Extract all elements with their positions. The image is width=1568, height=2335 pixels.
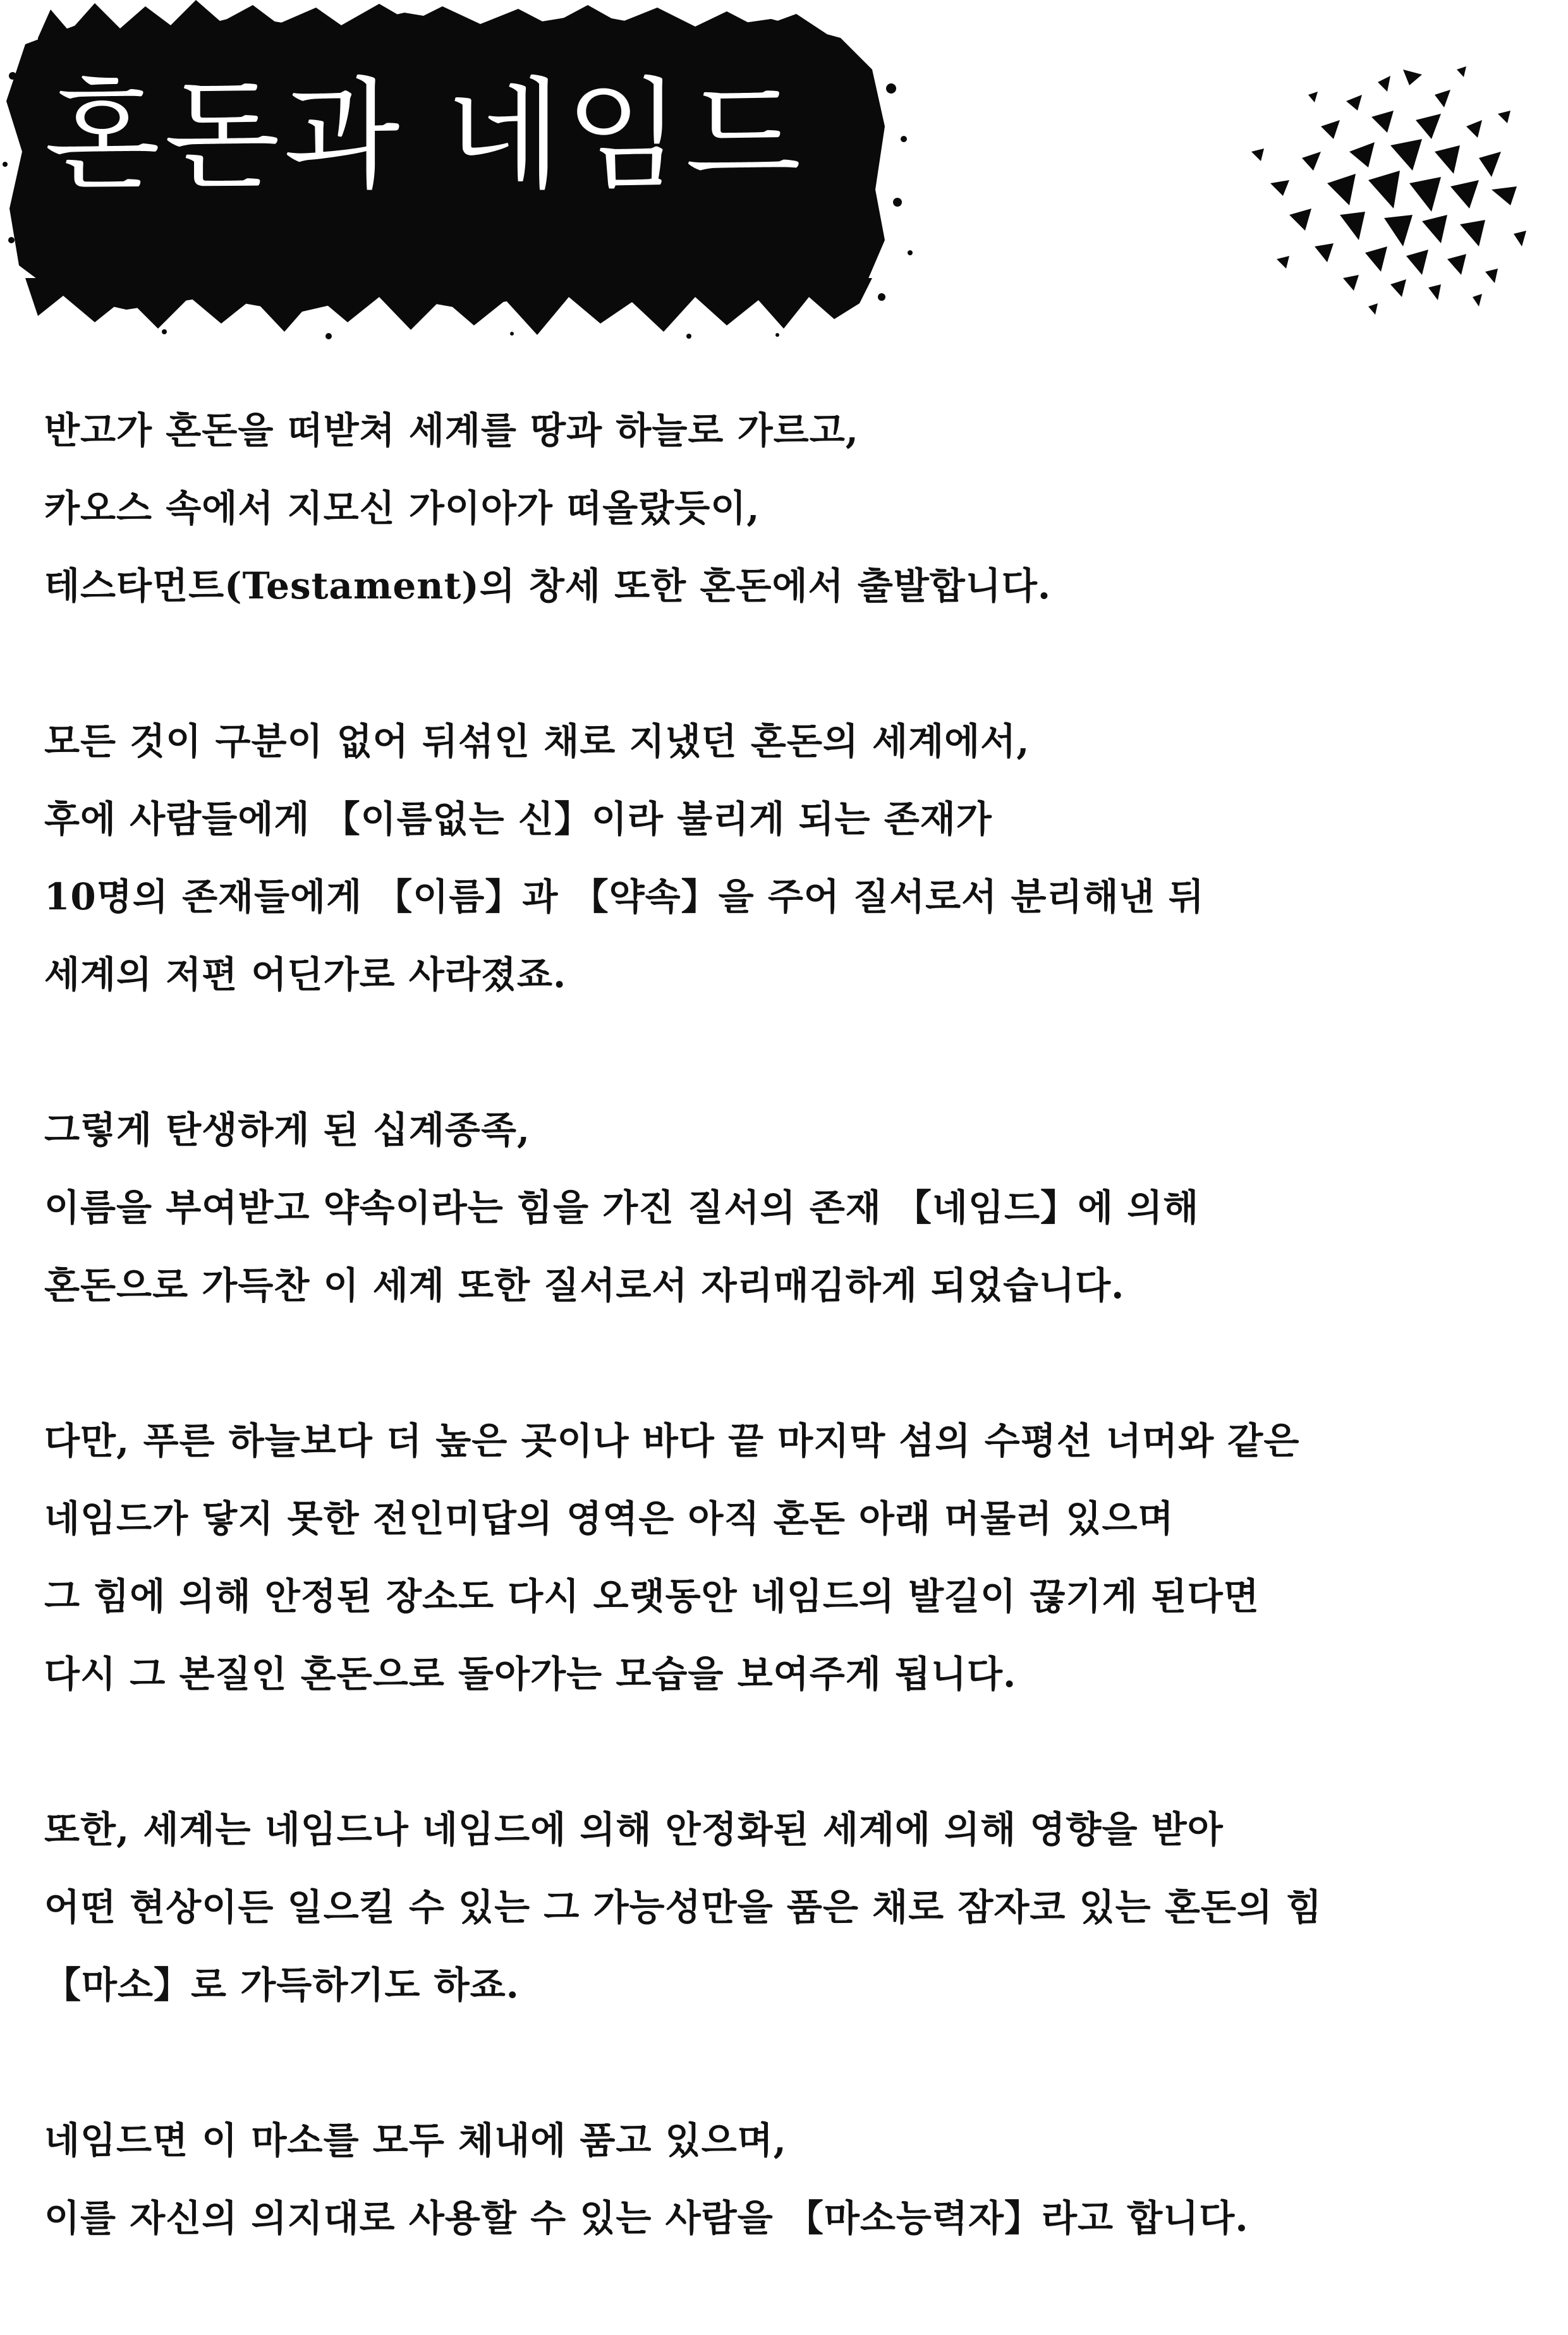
shattered-fragments-decoration xyxy=(1232,57,1536,322)
paragraph-4 xyxy=(44,1402,1536,1713)
text-line: 모든 것이 구분이 없어 뒤섞인 채로 지냈던 혼돈의 세계에서, xyxy=(44,720,1030,763)
text-line: 어떤 현상이든 일으킬 수 있는 그 가능성만을 품은 채로 잠자코 있는 혼돈의 힘 xyxy=(44,1886,1323,1929)
paragraph-3 xyxy=(44,1091,1536,1325)
text-line: 반고가 혼돈을 떠받쳐 세계를 땅과 하늘로 가르고, xyxy=(44,409,859,452)
text-line: 다만, 푸른 하늘보다 더 높은 곳이나 바다 끝 마지막 섬의 수평선 너머와 같은 xyxy=(44,1419,1300,1462)
paragraph-1 xyxy=(44,392,1536,625)
text-line: 후에 사람들에게 【이름없는 신】이라 불리게 되는 존재가 xyxy=(44,798,992,840)
text-line: 테스타먼트(Testament)의 창세 또한 혼돈에서 출발합니다. xyxy=(44,564,1052,607)
paragraph-5 xyxy=(44,1791,1536,2024)
text-line: 네임드가 닿지 못한 전인미답의 영역은 아직 혼돈 아래 머물러 있으며 xyxy=(44,1497,1174,1540)
text-line: 다시 그 본질인 혼돈으로 돌아가는 모습을 보여주게 됩니다. xyxy=(44,1653,1017,1695)
body-text xyxy=(44,392,1536,2335)
text-line: 혼돈으로 가득찬 이 세계 또한 질서로서 자리매김하게 되었습니다. xyxy=(44,1264,1125,1307)
page-title: 혼돈과 네임드 xyxy=(44,66,805,205)
text-line: 그 힘에 의해 안정된 장소도 다시 오랫동안 네임드의 발길이 끊기게 된다면 xyxy=(44,1575,1260,1618)
paragraph-6 xyxy=(44,2102,1536,2257)
text-line: 세계의 저편 어딘가로 사라졌죠. xyxy=(44,953,567,996)
paragraph-2 xyxy=(44,703,1536,1014)
text-line: 그렇게 탄생하게 된 십계종족, xyxy=(44,1108,531,1151)
text-line: 이를 자신의 의지대로 사용할 수 있는 사람을 【마소능력자】라고 합니다. xyxy=(44,2197,1249,2240)
text-line: 이름을 부여받고 약속이라는 힘을 가진 질서의 존재 【네임드】에 의해 xyxy=(44,1186,1200,1229)
text-line: 또한, 세계는 네임드나 네임드에 의해 안정화된 세계에 의해 영향을 받아 xyxy=(44,1808,1224,1851)
text-line: 네임드면 이 마소를 모두 체내에 품고 있으며, xyxy=(44,2119,787,2162)
text-line: 【마소】로 가득하기도 하죠. xyxy=(44,1963,520,2006)
text-line: 카오스 속에서 지모신 가이아가 떠올랐듯이, xyxy=(44,487,760,530)
text-line: 10명의 존재들에게 【이름】과 【약속】을 주어 질서로서 분리해낸 뒤 xyxy=(44,875,1205,918)
title-banner xyxy=(0,0,923,341)
